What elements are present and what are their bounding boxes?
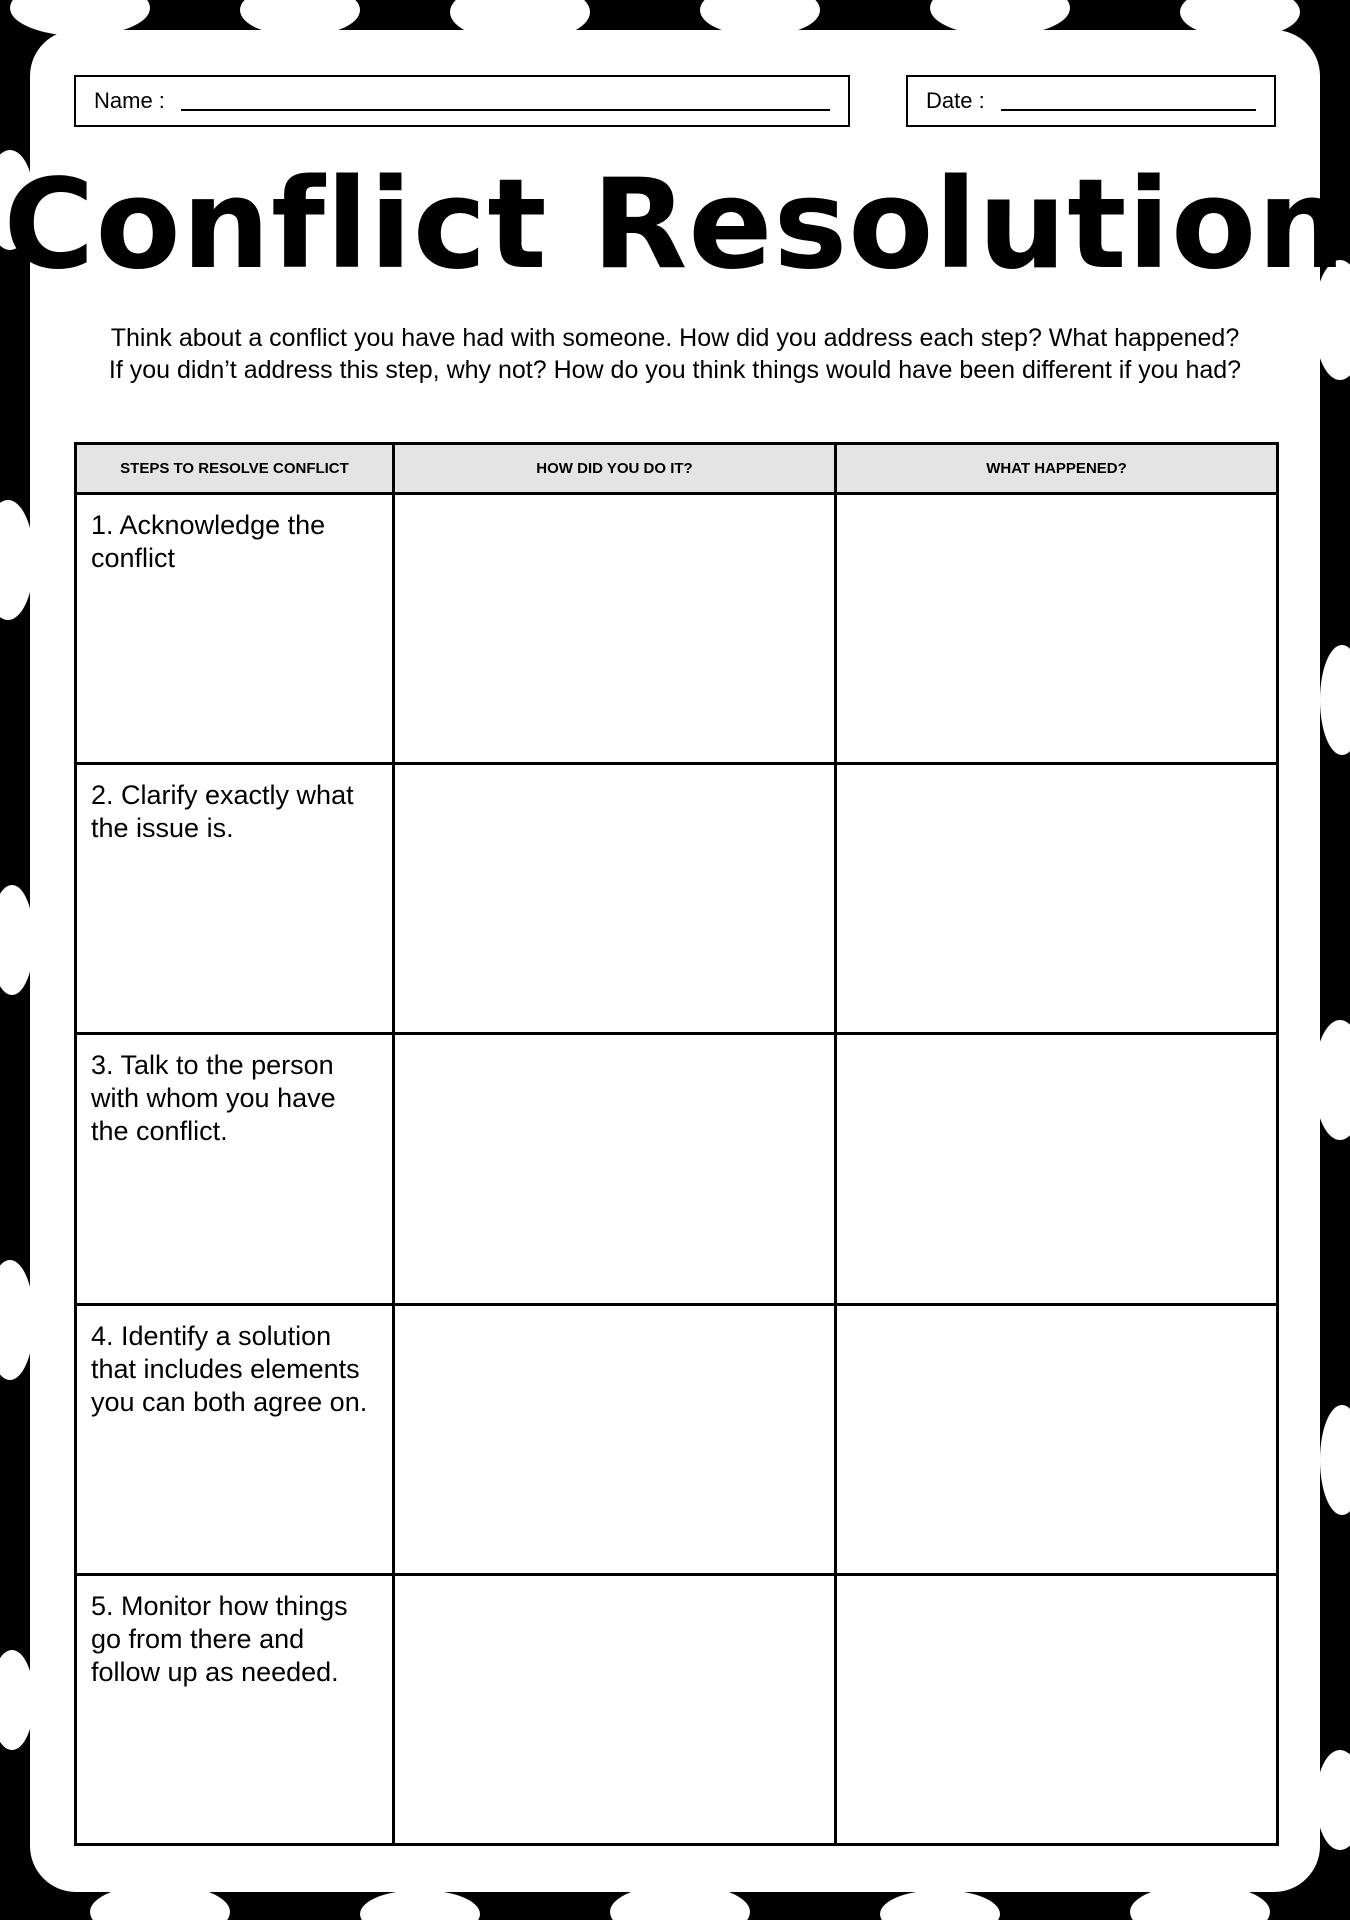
how-cell[interactable]	[394, 494, 836, 764]
how-cell[interactable]	[394, 1304, 836, 1574]
step-cell: 5. Monitor how things go from there and follow up as needed.	[76, 1574, 394, 1844]
how-cell[interactable]	[394, 1034, 836, 1304]
name-line[interactable]	[181, 91, 830, 111]
instructions	[70, 322, 1280, 386]
date-line[interactable]	[1001, 91, 1256, 111]
how-cell[interactable]	[394, 1574, 836, 1844]
date-label: Date :	[926, 88, 985, 113]
column-header-what: WHAT HAPPENED?	[836, 444, 1278, 494]
instructions-line: Think about a conflict you have had with someone. How did you address each step? What happened?	[110, 324, 1240, 352]
steps-table	[74, 442, 1279, 1846]
table-row	[76, 1304, 1278, 1574]
what-cell[interactable]	[836, 494, 1278, 764]
step-cell: 1. Acknowledge the conflict	[76, 494, 394, 764]
table-row	[76, 1034, 1278, 1304]
what-cell[interactable]	[836, 1574, 1278, 1844]
column-header-steps: STEPS TO RESOLVE CONFLICT	[76, 444, 394, 494]
column-header-how: HOW DID YOU DO IT?	[394, 444, 836, 494]
what-cell[interactable]	[836, 764, 1278, 1034]
table-row	[76, 1574, 1278, 1844]
how-cell[interactable]	[394, 764, 836, 1034]
step-cell: 4. Identify a solution that includes elements you can both agree on.	[76, 1304, 394, 1574]
page-title: Conflict Resolution	[3, 153, 1347, 297]
date-field[interactable]	[906, 75, 1276, 127]
step-cell: 3. Talk to the person with whom you have the conflict.	[76, 1034, 394, 1304]
instructions-line: If you didn’t address this step, why not? How do you think things would have been different if you had?	[108, 356, 1242, 384]
name-field[interactable]	[74, 75, 850, 127]
what-cell[interactable]	[836, 1034, 1278, 1304]
table-row	[76, 764, 1278, 1034]
what-cell[interactable]	[836, 1304, 1278, 1574]
step-cell: 2. Clarify exactly what the issue is.	[76, 764, 394, 1034]
table-row	[76, 494, 1278, 764]
name-label: Name :	[94, 88, 165, 113]
table-header-row	[76, 444, 1278, 494]
